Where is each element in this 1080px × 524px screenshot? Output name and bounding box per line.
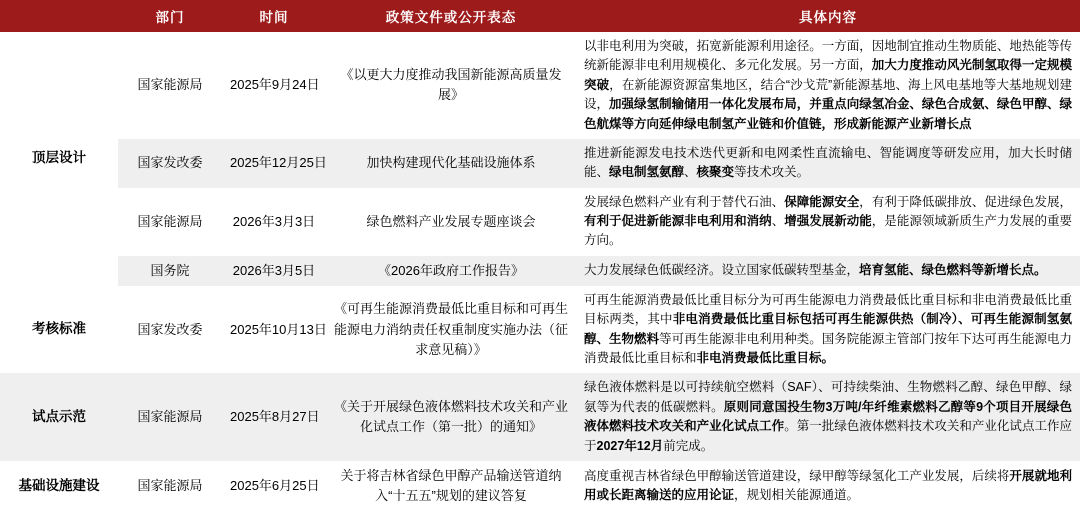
row-time: 2026年3月5日 — [222, 256, 326, 286]
column-header-time: 时间 — [222, 0, 326, 32]
content-text: 推进新能源发电技术迭代更新和电网柔性直流输电、智能调度等研发应用，加大长时储能、 — [584, 145, 1072, 180]
content-text: 前完成。 — [663, 438, 714, 453]
row-category: 考核标准 — [0, 286, 118, 374]
content-emphasis: 有利于促进新能源非电利用和消纳 — [584, 214, 772, 228]
content-emphasis: 加强绿氢制输储用一体化发展布局，并重点向绿氢冶金、绿色合成氨、绿色甲醇、绿色航煤等方向延伸绿电制氢产业链和价值链，形成新能源产业新增长点 — [584, 97, 1072, 131]
row-time: 2026年3月3日 — [222, 188, 326, 256]
row-document: 绿色燃料产业发展专题座谈会 — [326, 188, 576, 256]
row-content — [576, 256, 1080, 286]
row-time: 2025年6月25日 — [222, 461, 326, 511]
table-body — [0, 32, 1080, 511]
content-emphasis: 增强发展新动能 — [784, 214, 872, 228]
row-content — [576, 139, 1080, 188]
content-emphasis: 保障能源安全 — [784, 194, 860, 209]
row-department: 国家能源局 — [118, 373, 222, 461]
row-category: 基础设施建设 — [0, 461, 118, 511]
table-row — [0, 139, 1080, 188]
row-content — [576, 373, 1080, 461]
row-category: 试点示范 — [0, 373, 118, 461]
content-emphasis: 2027年12月 — [596, 438, 664, 453]
row-time: 2025年12月25日 — [222, 139, 326, 188]
content-text: ，是能源领域新质生产力发展的重要方向。 — [584, 214, 1072, 248]
content-text: 。第一批绿色液体燃料技术攻关和产业化试点工作应于 — [584, 419, 1072, 453]
content-text: ，有利于降低碳排放、促进绿色发展， — [859, 194, 1072, 209]
row-category: 顶层设计 — [0, 32, 118, 286]
content-emphasis: 原则同意国投生物3万吨/年纤维素燃料乙醇等9个项目开展绿色液体燃料技术攻关和产业化试点工作 — [584, 399, 1072, 434]
content-text: 绿色液体燃料是以可持续航空燃料（SAF）、可持续柴油、生物燃料乙醇、绿色甲醇、绿氨等为代表的低碳燃料。 — [584, 380, 1072, 414]
table-row — [0, 373, 1080, 461]
content-text: 、 — [684, 165, 697, 180]
row-department: 国家能源局 — [118, 461, 222, 511]
row-time: 2025年8月27日 — [222, 373, 326, 461]
content-emphasis: 核聚变 — [696, 165, 735, 180]
column-header-content: 具体内容 — [576, 0, 1080, 32]
row-department: 国家能源局 — [118, 32, 222, 139]
content-emphasis: 开展就地利用或长距离输送的应用论证 — [584, 468, 1072, 503]
row-content — [576, 188, 1080, 256]
row-document: 关于将吉林省绿色甲醇产品输送管道纳入“十五五”规划的建议答复 — [326, 461, 576, 511]
row-content — [576, 32, 1080, 139]
content-text: 以非电利用为突破，拓宽新能源利用途径。一方面，因地制宜推动生物质能、地热能等传统新能源非电利用规模化、多元化发展。另一方面， — [584, 39, 1072, 73]
table-row — [0, 188, 1080, 256]
row-document: 《以更大力度推动我国新能源高质量发展》 — [326, 32, 576, 139]
row-document: 《可再生能源消费最低比重目标和可再生能源电力消纳责任权重制度实施办法（征求意见稿）》 — [326, 286, 576, 374]
content-text: 大力发展绿色低碳经济。设立国家低碳转型基金， — [584, 263, 860, 278]
row-time: 2025年10月13日 — [222, 286, 326, 374]
column-header-category — [0, 0, 118, 32]
row-department: 国家发改委 — [118, 139, 222, 188]
row-time: 2025年9月24日 — [222, 32, 326, 139]
table-row — [0, 32, 1080, 139]
table-header-row — [0, 0, 1080, 32]
content-text: ，规划相关能源通道。 — [734, 488, 860, 503]
row-document: 加快构建现代化基础设施体系 — [326, 139, 576, 188]
content-text: ，在新能源资源富集地区，结合“沙戈荒”新能源基地、海上风电基地等大基地规划建设， — [584, 77, 1072, 112]
content-emphasis: 培育氢能、绿色燃料等新增长点。 — [859, 263, 1047, 278]
table-row — [0, 286, 1080, 374]
column-header-document: 政策文件或公开表态 — [326, 0, 576, 32]
content-text: 可再生能源消费最低比重目标分为可再生能源电力消费最低比重目标和非电消费最低比重目标两类，其中 — [584, 292, 1072, 327]
content-text: 、 — [771, 214, 785, 228]
content-text: 发展绿色燃料产业有利于替代石油、 — [584, 194, 785, 209]
row-content — [576, 461, 1080, 511]
table-row — [0, 461, 1080, 511]
table-row — [0, 256, 1080, 286]
row-content — [576, 286, 1080, 374]
content-text: 高度重视吉林省绿色甲醇输送管道建设，绿甲醇等绿氢化工产业发展，后续将 — [584, 468, 1010, 483]
row-department: 国务院 — [118, 256, 222, 286]
row-document: 《2026年政府工作报告》 — [326, 256, 576, 286]
table-header — [0, 0, 1080, 32]
content-emphasis: 非电消费最低比重目标包括可再生能源供热（制冷）、可再生能源制氢氨醇、生物燃料 — [584, 312, 1072, 346]
content-emphasis: 非电消费最低比重目标。 — [696, 351, 835, 366]
content-emphasis: 绿电制氢氨醇 — [609, 165, 685, 180]
row-department: 国家能源局 — [118, 188, 222, 256]
content-text: 等技术攻关。 — [734, 165, 810, 180]
row-document: 《关于开展绿色液体燃料技术攻关和产业化试点工作（第一批）的通知》 — [326, 373, 576, 461]
column-header-department: 部门 — [118, 0, 222, 32]
row-department: 国家发改委 — [118, 286, 222, 374]
content-text: 等可再生能源非电利用种类。国务院能源主管部门按年下达可再生能源电力消费最低比重目标和 — [584, 331, 1072, 366]
content-emphasis: 加大力度推动风光制氢取得一定规模突破 — [584, 58, 1072, 92]
